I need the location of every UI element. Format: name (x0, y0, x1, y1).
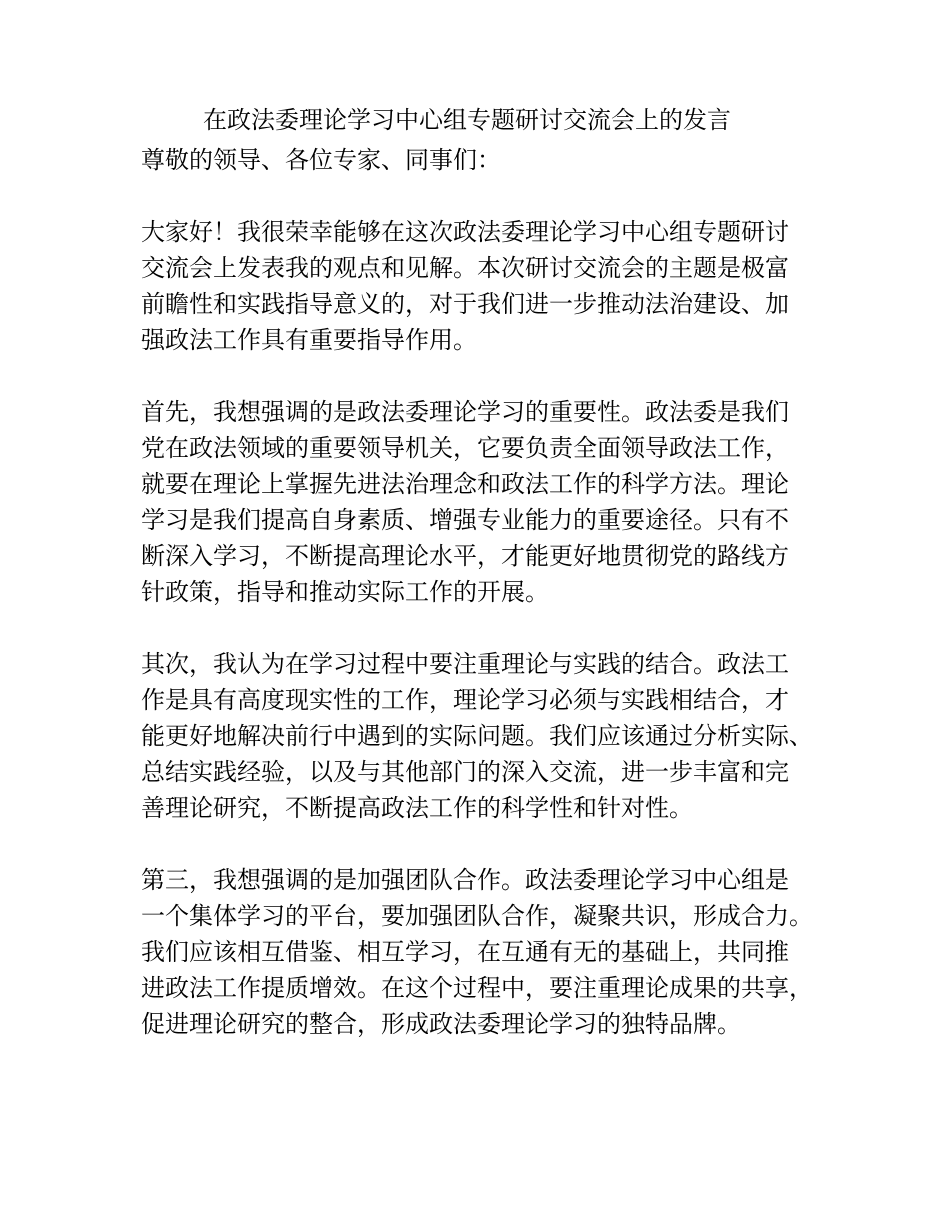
paragraph-line: 学习是我们提高自身素质、增强专业能力的重要途径。只有不 (141, 506, 789, 534)
salutation: 尊敬的领导、各位专家、同事们： (141, 146, 501, 174)
paragraph-line: 作是具有高度现实性的工作，理论学习必须与实践相结合，才 (141, 686, 789, 714)
paragraph-line: 一个集体学习的平台，要加强团队合作，凝聚共识，形成合力。 (141, 902, 813, 930)
paragraph-line: 大家好！我很荣幸能够在这次政法委理论学习中心组专题研讨 (141, 218, 789, 246)
paragraph-line: 我们应该相互借鉴、相互学习，在互通有无的基础上，共同推 (141, 938, 789, 966)
paragraph-3 (141, 646, 813, 826)
paragraph-line: 交流会上发表我的观点和见解。本次研讨交流会的主题是极富 (141, 254, 789, 282)
paragraph-2 (141, 394, 813, 610)
paragraph-line: 针政策，指导和推动实际工作的开展。 (141, 578, 549, 606)
paragraph-line: 第三，我想强调的是加强团队合作。政法委理论学习中心组是 (141, 866, 789, 894)
paragraph-line: 进政法工作提质增效。在这个过程中，要注重理论成果的共享， (141, 974, 813, 1002)
paragraph-line: 其次，我认为在学习过程中要注重理论与实践的结合。政法工 (141, 650, 789, 678)
paragraph-line: 党在政法领域的重要领导机关，它要负责全面领导政法工作， (141, 434, 789, 462)
paragraph-line: 能更好地解决前行中遇到的实际问题。我们应该通过分析实际、 (141, 722, 813, 750)
paragraph-line: 善理论研究，不断提高政法工作的科学性和针对性。 (141, 794, 693, 822)
paragraph-line: 断深入学习，不断提高理论水平，才能更好地贯彻党的路线方 (141, 542, 789, 570)
document-title: 在政法委理论学习中心组专题研讨交流会上的发言 (203, 106, 731, 134)
paragraph-4 (141, 862, 813, 1042)
paragraph-line: 就要在理论上掌握先进法治理念和政法工作的科学方法。理论 (141, 470, 789, 498)
paragraph-1 (141, 214, 813, 358)
paragraph-line: 促进理论研究的整合，形成政法委理论学习的独特品牌。 (141, 1010, 741, 1038)
paragraph-line: 强政法工作具有重要指导作用。 (141, 326, 477, 354)
paragraph-line: 前瞻性和实践指导意义的，对于我们进一步推动法治建设、加 (141, 290, 789, 318)
paragraph-line: 总结实践经验，以及与其他部门的深入交流，进一步丰富和完 (141, 758, 789, 786)
paragraph-line: 首先，我想强调的是政法委理论学习的重要性。政法委是我们 (141, 398, 789, 426)
